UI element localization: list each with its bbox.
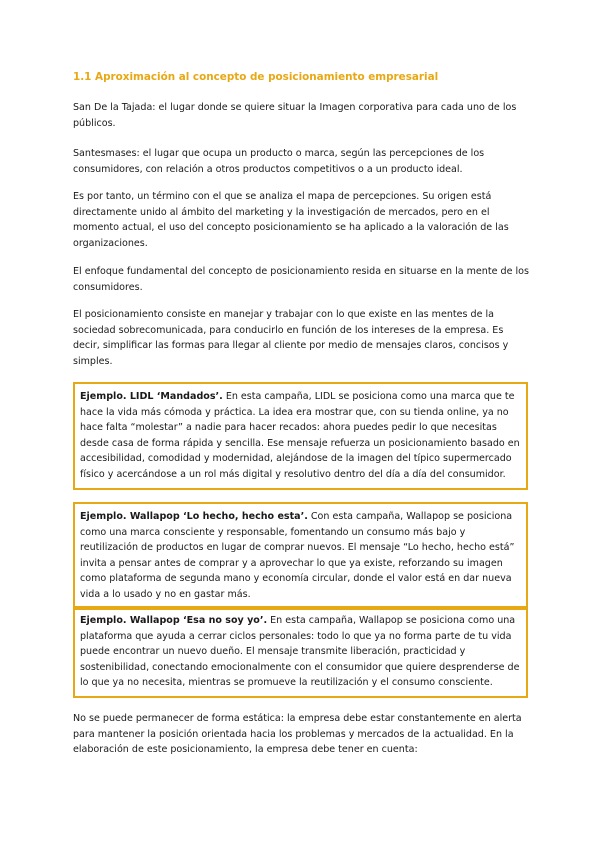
- example-text: En esta campaña, LIDL se posiciona como una marca que te hace la vida más cómoda y práctica. La idea era mostrar que, con su tienda online, ya no hace falta “molestar” a nadie para hacer recados: ahora puedes pedir lo que necesitas desde casa de forma rápida y sencilla. Ese mensaje refuerza un posicionamiento basado en accesibilidad, comodidad y modernidad, alejándose de la imagen del típico supermercado físico y acercándose a un rol más digital y resolutivo dentro del día a día del consumidor.: [80, 391, 520, 480]
- paragraph-posicionamiento-consiste: El posicionamiento consiste en manejar y trabajar con lo que existe en las mentes de la sociedad sobrecomunicada, para conducirlo en función de los intereses de la empresa. Es decir, simplificar las formas para llegar al cliente por medio de mensajes claros, concisos y simples.: [73, 309, 509, 367]
- paragraph-san-de-la-tajada: San De la Tajada: el lugar donde se quiere situar la Imagen corporativa para cada uno de los públicos.: [73, 102, 517, 129]
- paragraph-closing: No se puede permanecer de forma estática: la empresa debe estar constantemente en alerta para mantener la posición orientada hacia los problemas y mercados de la actualidad. En la elaboración de este posicionamiento, la empresa debe tener en cuenta:: [73, 713, 522, 756]
- example-title: Ejemplo. LIDL ‘Mandados’.: [80, 391, 223, 402]
- paragraph-santesmases: Santesmases: el lugar que ocupa un producto o marca, según las percepciones de los consumidores, con relación a otros productos competitivos o a un producto ideal.: [73, 148, 485, 175]
- example-box-wallapop-esa-no-soy-yo: [73, 606, 528, 698]
- example-text: Con esta campaña, Wallapop se posiciona como una marca consciente y responsable, fomentando un consumo más bajo y reutilización de productos en lugar de comprar nuevos. El mensaje “Lo hecho, hecho está” invita a pensar antes de comprar y a aprovechar lo que ya existe, reforzando su imagen como plataforma de segunda mano y economía circular, donde el valor está en dar nueva vida a lo usado y no en gastar más.: [80, 511, 515, 600]
- example-title: Ejemplo. Wallapop ‘Lo hecho, hecho esta’.: [80, 511, 308, 522]
- section-heading: 1.1 Aproximación al concepto de posicionamiento empresarial: [73, 71, 439, 83]
- paragraph-mapa-percepciones: Es por tanto, un término con el que se analiza el mapa de percepciones. Su origen está directamente unido al ámbito del marketing y la investigación de mercados, pero en el momento actual, el uso del concepto posicionamiento se ha aplicado a la valoración de las organizaciones.: [73, 191, 509, 249]
- paragraph-enfoque: El enfoque fundamental del concepto de posicionamiento resida en situarse en la mente de los consumidores.: [73, 266, 529, 293]
- example-box-wallapop-hecho: [73, 502, 528, 610]
- example-text: En esta campaña, Wallapop se posiciona como una plataforma que ayuda a cerrar ciclos personales: todo lo que ya no forma parte de tu vida puede encontrar un nuevo dueño. El mensaje transmite liberación, practicidad y sostenibilidad, conectando emocionalmente con el consumidor que quiere desprenderse de lo que ya no necesita, mientras se promueve la reutilización y el consumo consciente.: [80, 615, 520, 689]
- example-box-lidl: [73, 382, 528, 490]
- example-title: Ejemplo. Wallapop ‘Esa no soy yo’.: [80, 615, 268, 626]
